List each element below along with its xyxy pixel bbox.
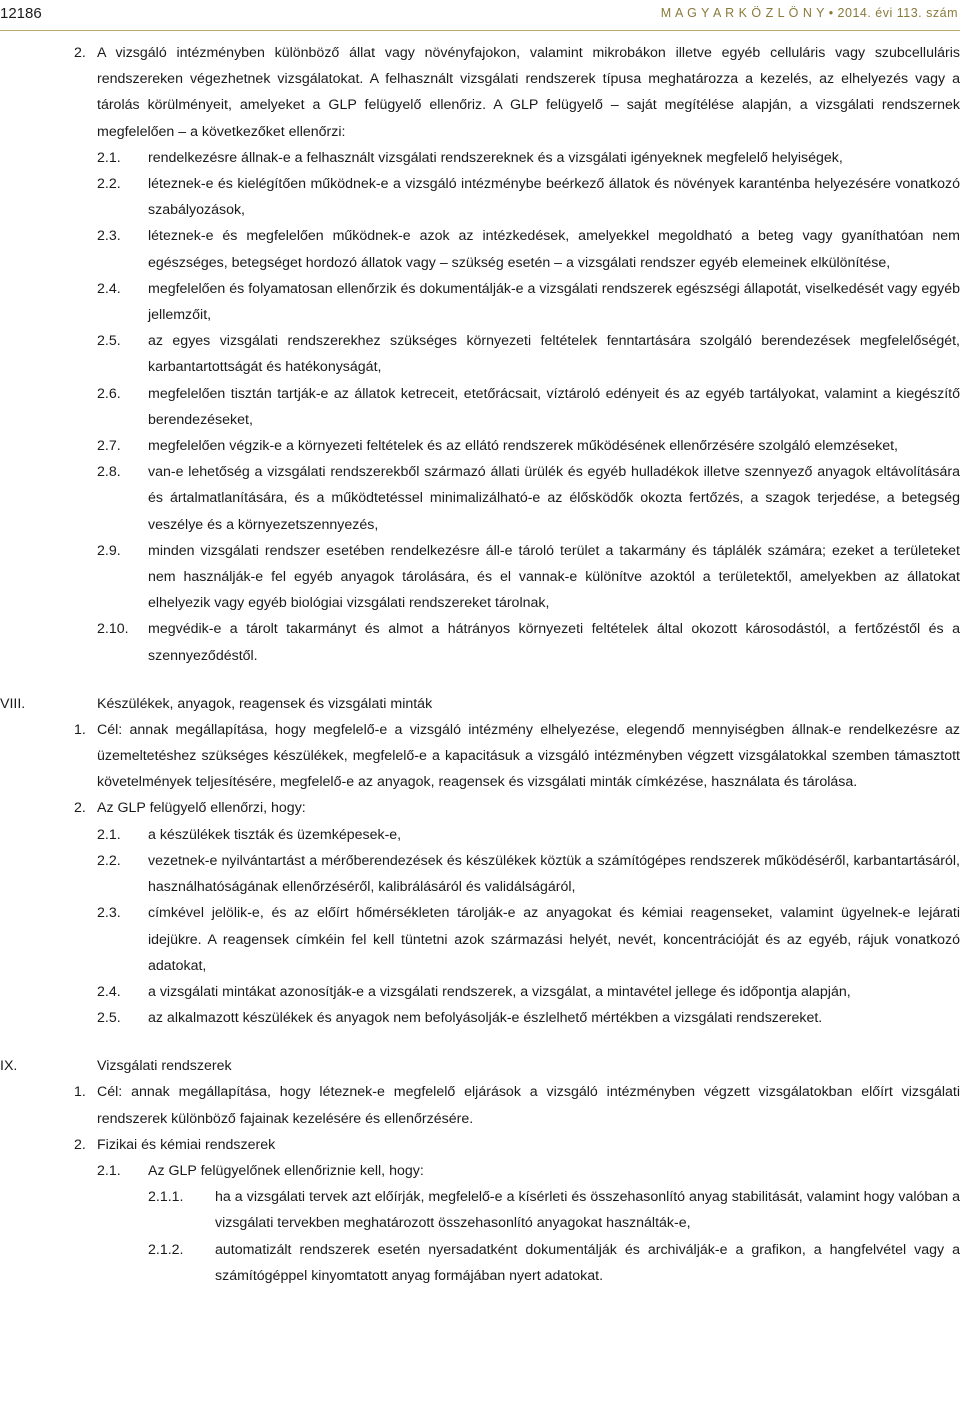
- section-title: Készülékek, anyagok, reagensek és vizsgálati minták: [97, 695, 433, 712]
- item-text: a vizsgálati mintákat azonosítják-e a vizsgálati rendszerek, a vizsgálat, a mintavétel jellege és időpontja alapján,: [148, 983, 851, 1000]
- list-item: [0, 848, 960, 900]
- list-item: [0, 795, 960, 821]
- item-number: 2.10.: [97, 621, 129, 638]
- item-number: 2.: [74, 800, 86, 817]
- header-rule: [0, 30, 960, 31]
- list-item: [0, 1237, 960, 1289]
- item-text: a készülékek tiszták és üzemképesek-e,: [148, 826, 402, 843]
- item-number: 2.3.: [97, 228, 121, 245]
- item-number: 2.2.: [97, 176, 121, 193]
- list-item: [0, 900, 960, 979]
- item-number: 1.: [74, 1084, 86, 1101]
- list-item: [0, 328, 960, 380]
- list-item: [0, 717, 960, 796]
- item-text: az alkalmazott készülékek és anyagok nem befolyásolják-e észlelhető mértékben a vizsgálati rendszereket.: [148, 1010, 823, 1027]
- item-text: megfelelően tisztán tartják-e az állatok ketreceit, etetőrácsait, víztároló edényeit és az egyéb tartályokat, valamint a kiegészítő berendezéseket,: [148, 385, 960, 428]
- list-item: [0, 1158, 960, 1184]
- section-number: VIII.: [0, 695, 26, 712]
- item-text: megfelelően és folyamatosan ellenőrzik és dokumentálják-e a vizsgálati rendszerek egészségi állapotát, viselkedését vagy egyéb jellemzőit,: [148, 280, 960, 324]
- item-text: címkével jelölik-e, és az előírt hőmérsékleten tárolják-e az anyagokat és kémiai reagenseket, valamint ügyelnek-e lejárati idejükre. A reagensek címkéin fel kell tüntetni azok származási helyét, nevét, koncentrációját és az egyéb, rájuk vonatkozó adatokat,: [148, 905, 960, 974]
- item-text: vezetnek-e nyilvántartást a mérőberendezések és készülékek köztük a számítógépes rendszerek működéséről, karbantartásáról, használhatóságának ellenőrzéséről, kalibrálásáról és validálságáról,: [148, 852, 960, 896]
- list-item: [0, 1005, 960, 1031]
- item-number: 2.1.1.: [148, 1189, 184, 1206]
- item-text: az egyes vizsgálati rendszerekhez szükséges környezeti feltételek fenntartására szolgáló berendezések megfelelőségét, karbantartottságát és hatékonyságát,: [148, 333, 960, 376]
- item-text: Fizikai és kémiai rendszerek: [97, 1136, 276, 1153]
- list-item: [0, 459, 960, 538]
- item-text: megvédik-e a tárolt takarmányt és almot a hátrányos környezeti feltételek által okozott károsodástól, a fertőzéstől és a szennyeződéstől.: [148, 621, 960, 664]
- item-text: megfelelően végzik-e a környezeti feltételek és az ellátó rendszerek működésének ellenőrzésére szolgáló elemzéseket,: [148, 438, 898, 455]
- section-title: Vizsgálati rendszerek: [97, 1058, 232, 1075]
- list-item: [0, 145, 960, 171]
- item-number: 2.1.: [97, 149, 121, 166]
- page-header: [0, 0, 960, 34]
- list-item: [0, 171, 960, 223]
- item-number: 2.4.: [97, 983, 121, 1000]
- section-heading: [0, 1053, 960, 1079]
- item-number: 2.9.: [97, 542, 121, 559]
- item-text: van-e lehetőség a vizsgálati rendszerekből származó állati ürülék és egyéb hulladékok illetve szennyező anyagok eltávolítására és ártalmatlanítására, és a működtetéssel minimalizálható-e az élősködők okozta fertőzés, a szagok terjedése, a betegség veszélye és a környezetszennyezés,: [148, 464, 960, 533]
- list-item: [0, 433, 960, 459]
- list-item: [0, 1079, 960, 1131]
- item-text: ha a vizsgálati tervek azt előírják, megfelelő-e a kísérleti és összehasonlító anyag stabilitását, valamint hogy valóban a vizsgálati tervekben meghatározott összehasonlító anyagokat használták-e,: [215, 1189, 960, 1232]
- item-number: 2.2.: [97, 852, 121, 869]
- running-head: M A G Y A R K Ö Z L Ö N Y • 2014. évi 113. szám: [660, 6, 958, 20]
- item-number: 2.: [74, 45, 86, 61]
- item-number: 2.5.: [97, 333, 121, 350]
- item-number: 2.1.2.: [148, 1241, 184, 1258]
- document-body: [0, 40, 960, 1289]
- list-item: [0, 1184, 960, 1236]
- item-number: 2.4.: [97, 280, 121, 297]
- list-item: [0, 223, 960, 275]
- list-item: [0, 40, 960, 145]
- item-number: 2.7.: [97, 438, 121, 455]
- item-text: léteznek-e és kielégítően működnek-e a vizsgáló intézménybe beérkező állatok és növények karanténba helyezésére vonatkozó szabályozások,: [148, 176, 960, 219]
- page-number: 12186: [0, 5, 42, 22]
- item-number: 1.: [74, 721, 86, 738]
- item-number: 2.1.: [97, 826, 121, 843]
- item-text: Cél: annak megállapítása, hogy megfelelő-e a vizsgáló intézmény elhelyezése, elegendő mennyiségben állnak-e rendelkezésre az üzemeltetéshez szükséges készülékek, megfelelő-e a kapacitásuk a vizsgáló intézményben végzett vizsgálatokkal szemben támasztott követelmények teljesítésére, megfelelő-e az anyagok, reagensek és vizsgálati minták címkézése, használata és tárolása.: [97, 721, 960, 791]
- list-item: [0, 538, 960, 617]
- list-item: [0, 616, 960, 668]
- section-number: IX.: [0, 1058, 18, 1075]
- list-item: [0, 822, 960, 848]
- item-number: 2.8.: [97, 464, 121, 481]
- item-text: léteznek-e és megfelelően működnek-e azok az intézkedések, amelyekkel megoldható a beteg vagy gyaníthatóan nem egészséges, betegséget hordozó állatok vagy – szükség esetén – a vizsgálati rendszer egyéb elemeinek elkülönítése,: [148, 228, 960, 271]
- item-text: Cél: annak megállapítása, hogy léteznek-e megfelelő eljárások a vizsgáló intézményben végzett vizsgálatokban előírt vizsgálati rendszerek különböző fajainak kezelésére és ellenőrzésére.: [97, 1084, 960, 1127]
- list-item: [0, 381, 960, 433]
- item-text: A vizsgáló intézményben különböző állat vagy növényfajokon, valamint mikrobákon illetve egyéb celluláris vagy szubcelluláris rendszereken végezhetnek vizsgálatokat. A felhasznált vizsgálati rendszerek típusa meghatározza a kezelés, az elhelyezés vagy a tárolás körülményeit, amelyeket a GLP felügyelő ellenőriz. A GLP felügyelő – saját megítélése alapján, a vizsgálati rendszernek megfelelően – a következőket ellenőrzi:: [97, 45, 960, 140]
- item-text: minden vizsgálati rendszer esetében rendelkezésre áll-e tároló terület a takarmány és táplálék számára; ezeket a területeket nem használják-e fel egyéb anyagok tárolására, és el vannak-e különítve azoktól a területektől, amelyekben az állatokat elhelyezik vagy egyéb biológiai vizsgálati rendszereket tárolnak,: [148, 542, 960, 612]
- item-text: rendelkezésre állnak-e a felhasznált vizsgálati rendszereknek és a vizsgálati igényeknek megfelelő helyiségek,: [148, 149, 843, 166]
- item-text: Az GLP felügyelő ellenőrzi, hogy:: [97, 800, 306, 817]
- section-heading: [0, 691, 960, 717]
- list-item: [0, 1132, 960, 1158]
- item-number: 2.3.: [97, 905, 121, 922]
- item-number: 2.: [74, 1136, 86, 1153]
- item-number: 2.1.: [97, 1162, 121, 1179]
- item-text: automatizált rendszerek esetén nyersadatként dokumentálják és archiválják-e a grafikon, a hangfelvétel vagy a számítógéppel kinyomtatott anyag formájában nyert adatokat.: [215, 1241, 960, 1284]
- list-item: [0, 276, 960, 328]
- list-item: [0, 979, 960, 1005]
- item-number: 2.6.: [97, 385, 121, 402]
- item-number: 2.5.: [97, 1010, 121, 1027]
- item-text: Az GLP felügyelőnek ellenőriznie kell, hogy:: [148, 1162, 424, 1179]
